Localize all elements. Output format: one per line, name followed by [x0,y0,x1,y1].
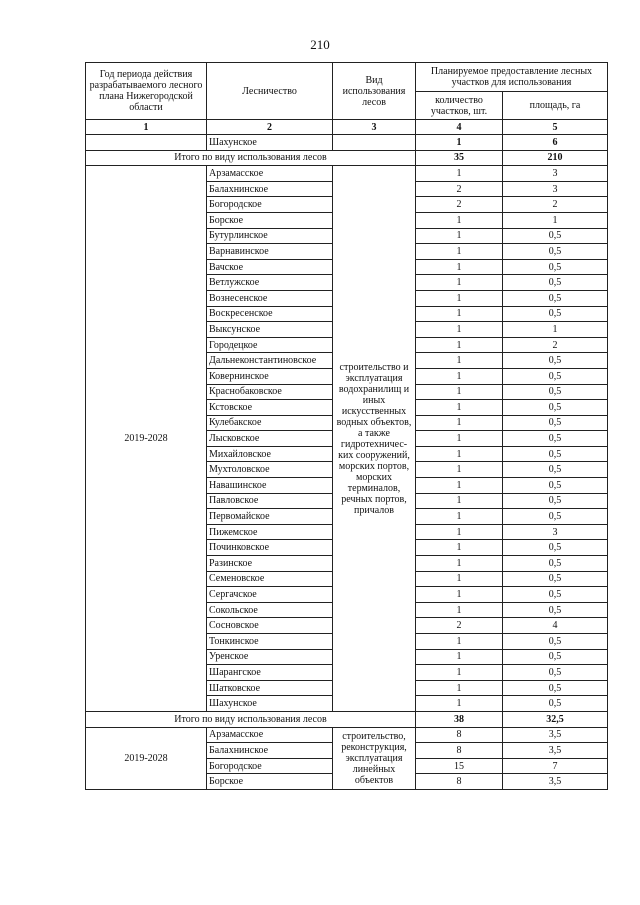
total-count: 38 [416,711,503,727]
forestry-name: Городецкое [207,337,333,353]
area-cell: 6 [503,135,608,151]
forestry-name: Вачское [207,259,333,275]
count-cell: 1 [416,212,503,228]
area-cell: 0,5 [503,556,608,572]
count-cell: 1 [416,524,503,540]
count-cell: 1 [416,353,503,369]
header-use-type: Вид использования лесов [333,63,416,120]
table-row [86,727,608,743]
forestry-name: Первомайское [207,509,333,525]
use-type-cell: строительство, реконструкция, эксплуатация линейных объектов [333,727,416,789]
count-cell: 1 [416,431,503,447]
area-cell: 3 [503,166,608,182]
area-cell: 0,5 [503,680,608,696]
count-cell: 8 [416,743,503,759]
count-cell: 8 [416,727,503,743]
area-cell: 0,5 [503,259,608,275]
count-cell: 1 [416,400,503,416]
period-cell: 2019-2028 [86,727,207,789]
count-cell: 1 [416,259,503,275]
forestry-name: Шахунское [207,135,333,151]
forestry-name: Павловское [207,493,333,509]
count-cell: 1 [416,135,503,151]
header-forestry: Лесничество [207,63,333,120]
area-cell: 0,5 [503,509,608,525]
count-cell: 1 [416,556,503,572]
count-cell: 1 [416,540,503,556]
area-cell: 3 [503,524,608,540]
empty-cell [333,135,416,151]
forestry-name: Семеновское [207,571,333,587]
forestry-name: Михайловское [207,446,333,462]
table-row [86,166,608,182]
forestry-name: Мухтоловское [207,462,333,478]
area-cell: 0,5 [503,665,608,681]
area-cell: 0,5 [503,415,608,431]
area-cell: 3,5 [503,743,608,759]
count-cell: 2 [416,618,503,634]
count-cell: 1 [416,415,503,431]
area-cell: 0,5 [503,306,608,322]
forestry-name: Варнавинское [207,244,333,260]
forestry-name: Тонкинское [207,634,333,650]
empty-cell [86,135,207,151]
area-cell: 3,5 [503,774,608,790]
forestry-name: Разинское [207,556,333,572]
forestry-name: Кстовское [207,400,333,416]
table-row [86,135,608,151]
forestry-name: Сергачское [207,587,333,603]
col-number: 1 [86,120,207,135]
count-cell: 1 [416,509,503,525]
forestry-name: Шарангское [207,665,333,681]
forestry-name: Борское [207,212,333,228]
count-cell: 1 [416,228,503,244]
area-cell: 0,5 [503,275,608,291]
count-cell: 8 [416,774,503,790]
forestry-name: Бутурлинское [207,228,333,244]
area-cell: 3,5 [503,727,608,743]
count-cell: 1 [416,322,503,338]
count-cell: 1 [416,446,503,462]
use-type-cell: строительство и эксплуатация водохранилищ и иных искусственных водных объектов, а также гидротехничес-ких сооружений, морских портов, морских терминалов, речных портов, причалов [333,166,416,712]
forestry-name: Балахнинское [207,181,333,197]
area-cell: 0,5 [503,696,608,712]
total-row [86,711,608,727]
count-cell: 1 [416,696,503,712]
count-cell: 1 [416,462,503,478]
forestry-name: Пижемское [207,524,333,540]
forestry-name: Ветлужское [207,275,333,291]
count-cell: 1 [416,368,503,384]
forestry-name: Балахнинское [207,743,333,759]
forestry-name: Кулебакское [207,415,333,431]
col-number: 3 [333,120,416,135]
forest-plan-table [85,62,608,790]
area-cell: 3 [503,181,608,197]
count-cell: 1 [416,244,503,260]
area-cell: 0,5 [503,634,608,650]
count-cell: 1 [416,166,503,182]
count-cell: 1 [416,478,503,494]
area-cell: 0,5 [503,384,608,400]
count-cell: 1 [416,337,503,353]
count-cell: 1 [416,384,503,400]
header-row [86,63,608,92]
forestry-name: Дальнеконстантиновское [207,353,333,369]
area-cell: 7 [503,758,608,774]
forestry-name: Богородское [207,197,333,213]
forestry-name: Сосновское [207,618,333,634]
area-cell: 1 [503,322,608,338]
total-count: 35 [416,150,503,166]
total-area: 32,5 [503,711,608,727]
area-cell: 0,5 [503,493,608,509]
forestry-name: Навашинское [207,478,333,494]
area-cell: 0,5 [503,368,608,384]
col-number: 4 [416,120,503,135]
forestry-name: Арзамасское [207,727,333,743]
col-number: 2 [207,120,333,135]
area-cell: 0,5 [503,649,608,665]
total-label: Итого по виду использования лесов [86,150,416,166]
area-cell: 0,5 [503,446,608,462]
area-cell: 0,5 [503,353,608,369]
page-number: 210 [310,37,330,52]
forestry-name: Борское [207,774,333,790]
area-cell: 0,5 [503,540,608,556]
count-cell: 1 [416,306,503,322]
header-planned-provision: Планируемое предоставление лесных участков для использования [416,63,608,92]
forestry-name: Арзамасское [207,166,333,182]
count-cell: 1 [416,602,503,618]
forestry-name: Шахунское [207,696,333,712]
count-cell: 1 [416,680,503,696]
header-count: количество участков, шт. [416,92,503,120]
forestry-name: Уренское [207,649,333,665]
area-cell: 2 [503,197,608,213]
area-cell: 0,5 [503,431,608,447]
header-period: Год периода действия разрабатываемого лесного плана Нижегородской области [86,63,207,120]
count-cell: 1 [416,665,503,681]
header-area: площадь, га [503,92,608,120]
period-cell: 2019-2028 [86,166,207,712]
forestry-name: Богородское [207,758,333,774]
forestry-name: Лысковское [207,431,333,447]
forestry-name: Краснобаковское [207,384,333,400]
count-cell: 1 [416,275,503,291]
total-row [86,150,608,166]
area-cell: 2 [503,337,608,353]
forestry-name: Ковернинское [207,368,333,384]
forestry-name: Шатковское [207,680,333,696]
total-area: 210 [503,150,608,166]
count-cell: 1 [416,571,503,587]
count-cell: 15 [416,758,503,774]
area-cell: 0,5 [503,587,608,603]
count-cell: 1 [416,493,503,509]
area-cell: 0,5 [503,478,608,494]
area-cell: 0,5 [503,602,608,618]
forestry-name: Вознесенское [207,290,333,306]
count-cell: 1 [416,587,503,603]
total-label: Итого по виду использования лесов [86,711,416,727]
count-cell: 2 [416,181,503,197]
forestry-name: Сокольское [207,602,333,618]
area-cell: 0,5 [503,290,608,306]
col-number: 5 [503,120,608,135]
area-cell: 0,5 [503,244,608,260]
count-cell: 2 [416,197,503,213]
area-cell: 0,5 [503,400,608,416]
forestry-name: Воскресенское [207,306,333,322]
count-cell: 1 [416,649,503,665]
area-cell: 4 [503,618,608,634]
area-cell: 0,5 [503,571,608,587]
area-cell: 1 [503,212,608,228]
count-cell: 1 [416,634,503,650]
forestry-name: Починковское [207,540,333,556]
area-cell: 0,5 [503,228,608,244]
area-cell: 0,5 [503,462,608,478]
count-cell: 1 [416,290,503,306]
column-numbers-row [86,120,608,135]
forestry-name: Выксунское [207,322,333,338]
